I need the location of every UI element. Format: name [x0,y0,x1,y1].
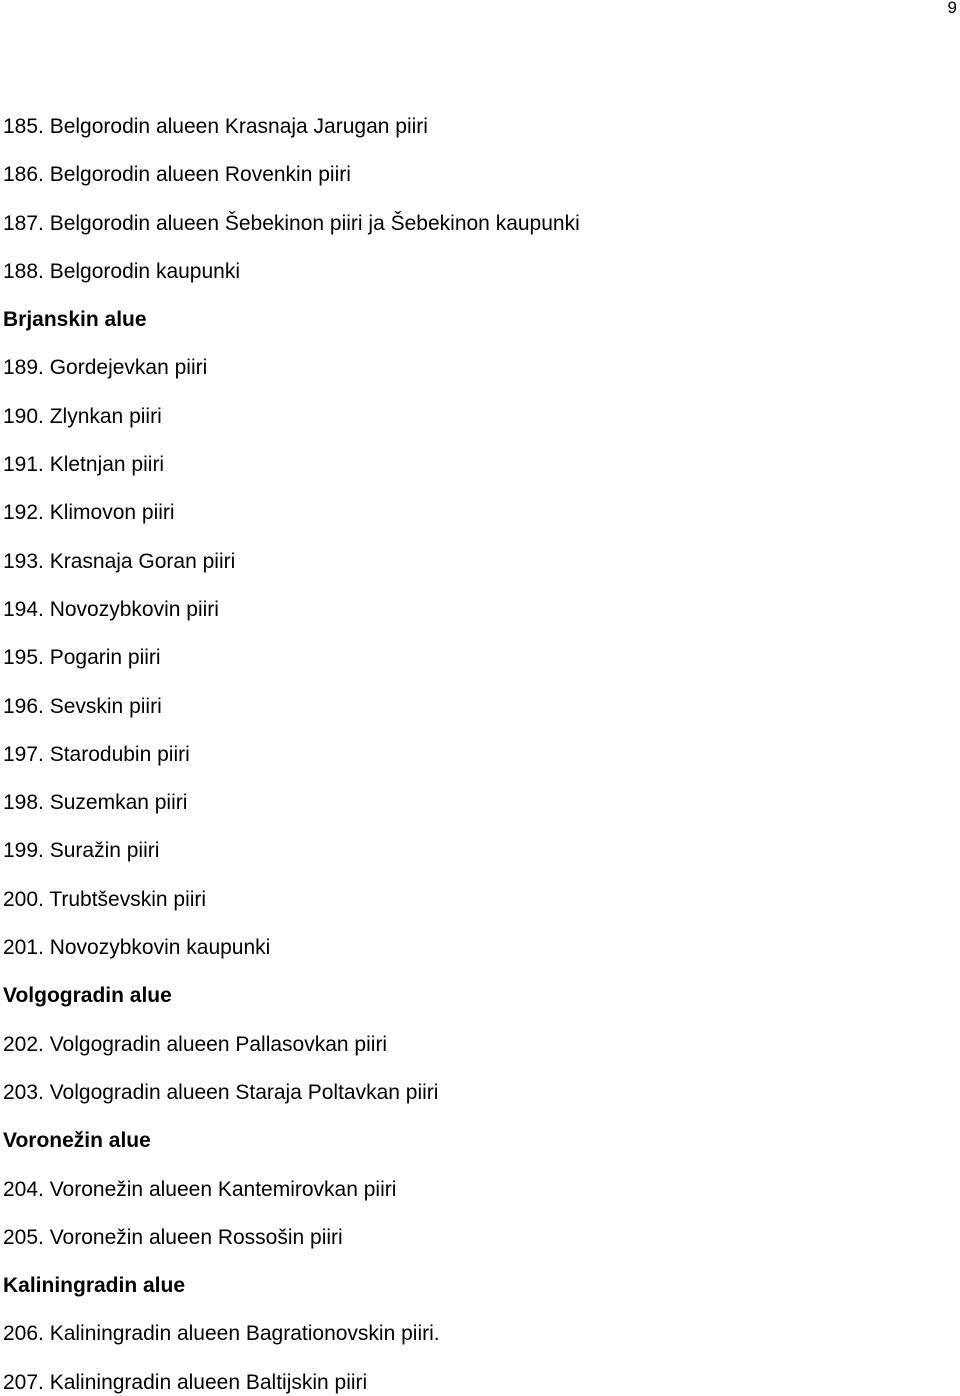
district-list [3,115,580,1395]
list-item: 201. Novozybkovin kaupunki [3,936,271,960]
list-item: 199. Suražin piiri [3,839,160,863]
list-item: 197. Starodubin piiri [3,742,190,766]
list-item: 194. Novozybkovin piiri [3,597,219,621]
list-item: 205. Voronežin alueen Rossošin piiri [3,1225,343,1249]
list-item: 196. Sevskin piiri [3,694,162,718]
section-heading: Voronežin alue [3,1129,151,1153]
list-item: 200. Trubtševskin piiri [3,887,207,911]
list-item: 189. Gordejevkan piiri [3,356,208,380]
list-item: 188. Belgorodin kaupunki [3,259,241,283]
list-item: 192. Klimovon piiri [3,501,175,525]
list-item: 204. Voronežin alueen Kantemirovkan piiri [3,1177,397,1201]
list-item: 187. Belgorodin alueen Šebekinon piiri ja Šebekinon kaupunki [3,211,580,235]
list-item: 190. Zlynkan piiri [3,404,162,428]
list-item: 195. Pogarin piiri [3,646,161,670]
list-item: 193. Krasnaja Goran piiri [3,549,236,573]
section-heading: Brjanskin alue [3,308,147,332]
list-item: 203. Volgogradin alueen Staraja Poltavkan piiri [3,1080,439,1104]
list-item: 198. Suzemkan piiri [3,791,188,815]
list-item: 186. Belgorodin alueen Rovenkin piiri [3,163,351,187]
page-number: 9 [947,0,957,17]
section-heading: Volgogradin alue [3,984,172,1008]
section-heading: Kaliningradin alue [3,1274,186,1298]
list-item: 207. Kaliningradin alueen Baltijskin piiri [3,1370,368,1394]
list-item: 202. Volgogradin alueen Pallasovkan piiri [3,1032,388,1056]
list-item: 191. Kletnjan piiri [3,453,165,477]
list-item: 206. Kaliningradin alueen Bagrationovskin piiri. [3,1322,440,1346]
list-item: 185. Belgorodin alueen Krasnaja Jarugan piiri [3,115,428,138]
